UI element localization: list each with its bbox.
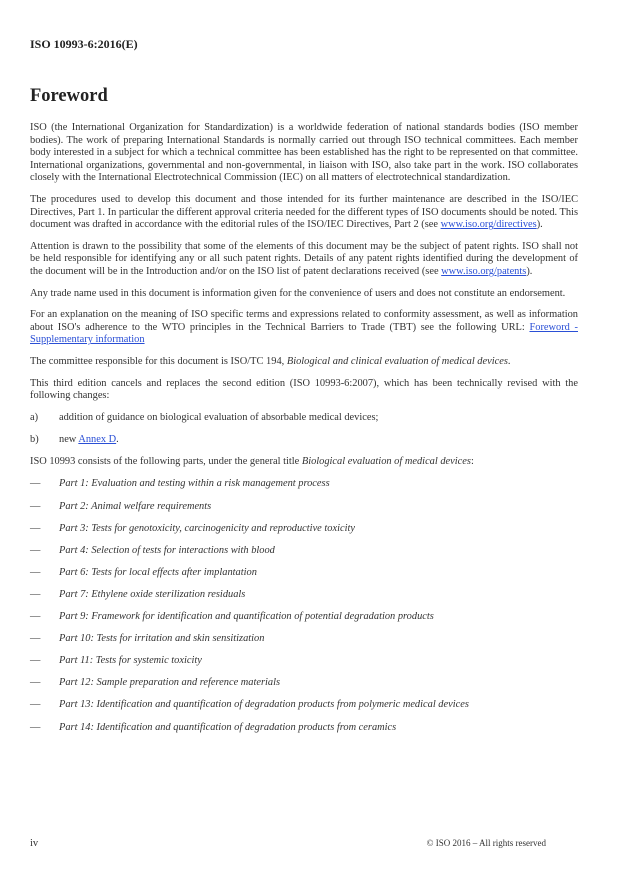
dash-marker: —: [30, 478, 41, 490]
text: .: [507, 355, 511, 367]
part-title: Part 9: Framework for identification and quantification of potential degradation products: [59, 611, 434, 623]
text: The procedures used to develop this document and those intended for its further maintenance are described in the ISO/IEC Directives, Part 1. In particular the different approval criteria needed for the different types of ISO documents should be noted. This document was drafted in accordance with the editorial rules of the ISO/IEC Directives, Part 2 (see: [30, 193, 578, 231]
text: ISO 10993 consists of the following parts, under the general title: [30, 455, 302, 467]
paragraph-patents: [30, 241, 578, 279]
patents-link[interactable]: www.iso.org/patents: [441, 265, 527, 277]
part-item: [30, 545, 578, 558]
dash-marker: —: [30, 588, 41, 600]
dash-marker: —: [30, 699, 41, 711]
paragraph-iso-intro: ISO (the International Organization for Standardization) is a worldwide federation of national standards bodies (ISO member bodies). The work of preparing International Standards is normally carried out through ISO technical committees. Each member body interested in a subject for which a technical committee has been established has the right to be represented on that committee. International organizations, governmental and non-governmental, in liaison with ISO, also take part in the work. ISO collaborates closely with the International Electrotechnical Commission (IEC) on all matters of electrotechnical standardization.: [30, 122, 578, 184]
text: ).: [526, 265, 533, 277]
supplementary-info-link[interactable]: Foreword - Supplementary information: [30, 321, 578, 346]
part-item: [30, 699, 578, 712]
part-item: [30, 478, 578, 491]
foreword-body: [30, 122, 578, 744]
paragraph-committee: [30, 356, 578, 369]
document-id-header: ISO 10993-6:2016(E): [30, 37, 138, 51]
part-item: [30, 655, 578, 668]
text: For an explanation on the meaning of ISO specific terms and expressions related to conformity assessment, as well as information about ISO's adherence to the WTO principles in the Technical Barriers to Trade (TBT) see the following URL:: [30, 309, 578, 333]
list-marker: a): [30, 411, 39, 423]
dash-marker: —: [30, 677, 41, 689]
part-title: Part 7: Ethylene oxide sterilization residuals: [59, 588, 246, 600]
change-text: new: [59, 433, 79, 445]
change-item: [30, 412, 578, 425]
dash-marker: —: [30, 566, 41, 578]
committee-title: Biological and clinical evaluation of medical devices: [286, 355, 508, 367]
part-title: Part 12: Sample preparation and reference materials: [59, 677, 281, 689]
paragraph-edition: This third edition cancels and replaces the second edition (ISO 10993-6:2007), which has been technically revised with the following changes:: [30, 377, 578, 402]
list-marker: b): [30, 433, 39, 445]
part-title: Part 14: Identification and quantification of degradation products from ceramics: [59, 721, 397, 733]
change-item: [30, 434, 578, 447]
dash-marker: —: [30, 544, 41, 556]
part-item: [30, 567, 578, 580]
part-item: [30, 501, 578, 514]
part-title: Part 2: Animal welfare requirements: [59, 500, 212, 512]
parts-list: [30, 478, 578, 734]
page-title: Foreword: [30, 86, 108, 106]
change-text: addition of guidance on biological evaluation of absorbable medical devices;: [59, 411, 379, 423]
dash-marker: —: [30, 633, 41, 645]
dash-marker: —: [30, 611, 41, 623]
directives-link[interactable]: www.iso.org/directives: [440, 219, 537, 231]
dash-marker: —: [30, 522, 41, 534]
part-title: Part 6: Tests for local effects after implantation: [59, 566, 257, 578]
page-number: iv: [30, 838, 39, 849]
part-item: [30, 677, 578, 690]
part-title: Part 13: Identification and quantification of degradation products from polymeric medical devices: [59, 699, 469, 711]
text: .: [116, 433, 119, 445]
page-footer: [30, 838, 546, 849]
dash-marker: —: [30, 655, 41, 667]
part-title: Part 1: Evaluation and testing within a risk management process: [59, 478, 330, 490]
paragraph-trade-name: Any trade name used in this document is information given for the convenience of users and does not constitute an endorsement.: [30, 287, 566, 299]
paragraph-conformity: [30, 309, 578, 347]
part-item: [30, 633, 578, 646]
dash-marker: —: [30, 721, 41, 733]
part-title: Part 3: Tests for genotoxicity, carcinogenicity and reproductive toxicity: [59, 522, 355, 534]
part-item: [30, 611, 578, 624]
text: The committee responsible for this document is ISO/TC 194,: [30, 355, 287, 367]
text: :: [470, 455, 474, 467]
part-item: [30, 589, 578, 602]
dash-marker: —: [30, 500, 41, 512]
text: Attention is drawn to the possibility that some of the elements of this document may be the subject of patent rights. ISO shall not be held responsible for identifying any or all such patent rights. Details of any patent rights identified during the development of the document will be in the Introduction and/or on the ISO list of patent declarations received (see: [30, 240, 578, 277]
part-title: Part 10: Tests for irritation and skin sensitization: [59, 633, 265, 645]
part-item: [30, 722, 578, 735]
general-title: Biological evaluation of medical devices: [301, 455, 471, 467]
part-title: Part 4: Selection of tests for interactions with blood: [59, 544, 275, 556]
annex-d-link[interactable]: Annex D: [78, 433, 117, 445]
part-item: [30, 523, 578, 536]
paragraph-procedures: [30, 194, 578, 232]
paragraph-parts-intro: [30, 456, 578, 469]
copyright: © ISO 2016 – All rights reserved: [426, 838, 546, 848]
text: ).: [536, 219, 543, 231]
part-title: Part 11: Tests for systemic toxicity: [59, 655, 202, 667]
